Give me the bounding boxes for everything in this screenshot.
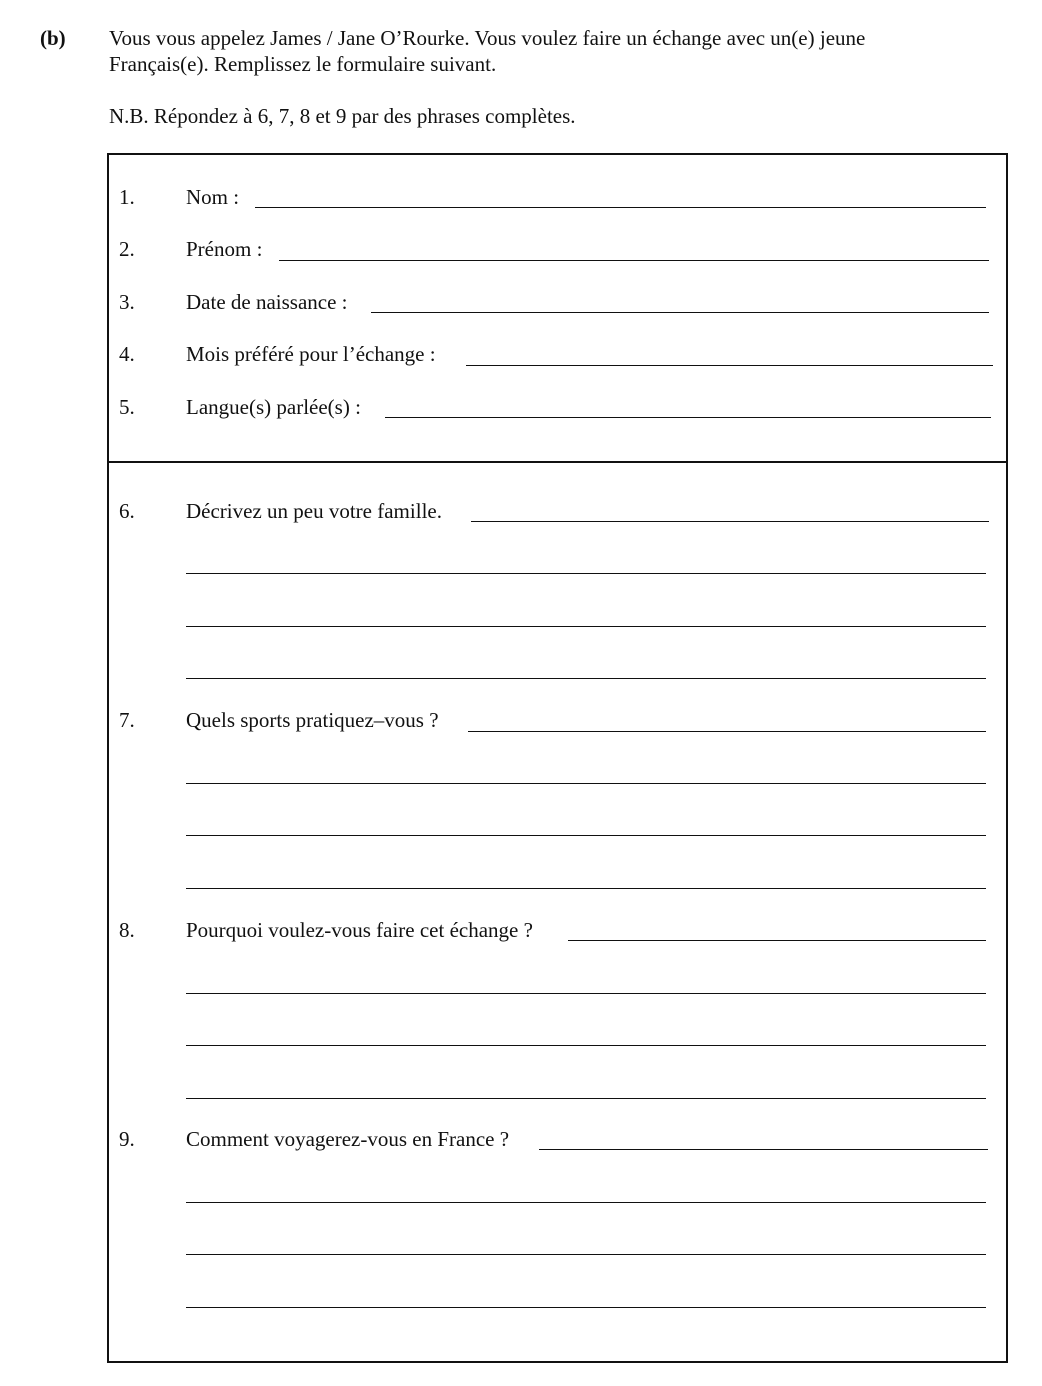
exchange-form [107, 153, 1008, 1363]
field-number: 3. [119, 290, 135, 314]
instruction-line-1: Vous vous appelez James / Jane O’Rourke. Vous voulez faire un échange avec un(e) jeune [109, 26, 866, 50]
question-label: Décrivez un peu votre famille. [186, 499, 442, 523]
question-sports [109, 708, 1006, 738]
sports-answer-line-1[interactable] [468, 731, 986, 732]
field-label: Date de naissance : [186, 290, 348, 314]
sports-answer-line-3[interactable] [186, 835, 986, 836]
question-number: 8. [119, 918, 135, 942]
question-label: Pourquoi voulez-vous faire cet échange ? [186, 918, 533, 942]
question-label: Quels sports pratiquez–vous ? [186, 708, 439, 732]
famille-answer-line-4[interactable] [186, 678, 986, 679]
question-pourquoi [109, 918, 1006, 948]
mois-prefere-answer-line[interactable] [466, 365, 993, 366]
field-label: Langue(s) parlée(s) : [186, 395, 361, 419]
prenom-answer-line[interactable] [279, 260, 989, 261]
pourquoi-answer-line-2[interactable] [186, 993, 986, 994]
field-label: Nom : [186, 185, 240, 209]
field-number: 1. [119, 185, 135, 209]
form-field-prenom [109, 237, 1006, 267]
form-field-langues-parlees [109, 395, 1006, 425]
instruction-line-2: Français(e). Remplissez le formulaire suivant. [109, 52, 497, 76]
nom-answer-line[interactable] [255, 207, 986, 208]
voyage-answer-line-4[interactable] [186, 1307, 986, 1308]
field-number: 5. [119, 395, 135, 419]
voyage-answer-line-2[interactable] [186, 1202, 986, 1203]
question-number: 9. [119, 1127, 135, 1151]
question-famille [109, 499, 1006, 529]
form-field-date-de-naissance [109, 290, 1006, 320]
voyage-answer-line-3[interactable] [186, 1254, 986, 1255]
field-number: 4. [119, 342, 135, 366]
part-label: (b) [40, 26, 66, 50]
voyage-answer-line-1[interactable] [539, 1149, 988, 1150]
famille-answer-line-3[interactable] [186, 626, 986, 627]
section-divider [109, 461, 1006, 463]
form-field-nom [109, 185, 1006, 215]
instruction-note: N.B. Répondez à 6, 7, 8 et 9 par des phrases complètes. [109, 104, 576, 128]
date-de-naissance-answer-line[interactable] [371, 312, 989, 313]
question-number: 7. [119, 708, 135, 732]
sports-answer-line-4[interactable] [186, 888, 986, 889]
field-label: Prénom : [186, 237, 263, 261]
question-number: 6. [119, 499, 135, 523]
langues-parlees-answer-line[interactable] [385, 417, 991, 418]
question-voyage [109, 1127, 1006, 1157]
pourquoi-answer-line-4[interactable] [186, 1098, 986, 1099]
field-number: 2. [119, 237, 135, 261]
famille-answer-line-1[interactable] [471, 521, 989, 522]
pourquoi-answer-line-1[interactable] [568, 940, 986, 941]
question-label: Comment voyagerez-vous en France ? [186, 1127, 510, 1151]
sports-answer-line-2[interactable] [186, 783, 986, 784]
pourquoi-answer-line-3[interactable] [186, 1045, 986, 1046]
famille-answer-line-2[interactable] [186, 573, 986, 574]
field-label: Mois préféré pour l’échange : [186, 342, 436, 366]
form-field-mois-prefere [109, 342, 1006, 372]
